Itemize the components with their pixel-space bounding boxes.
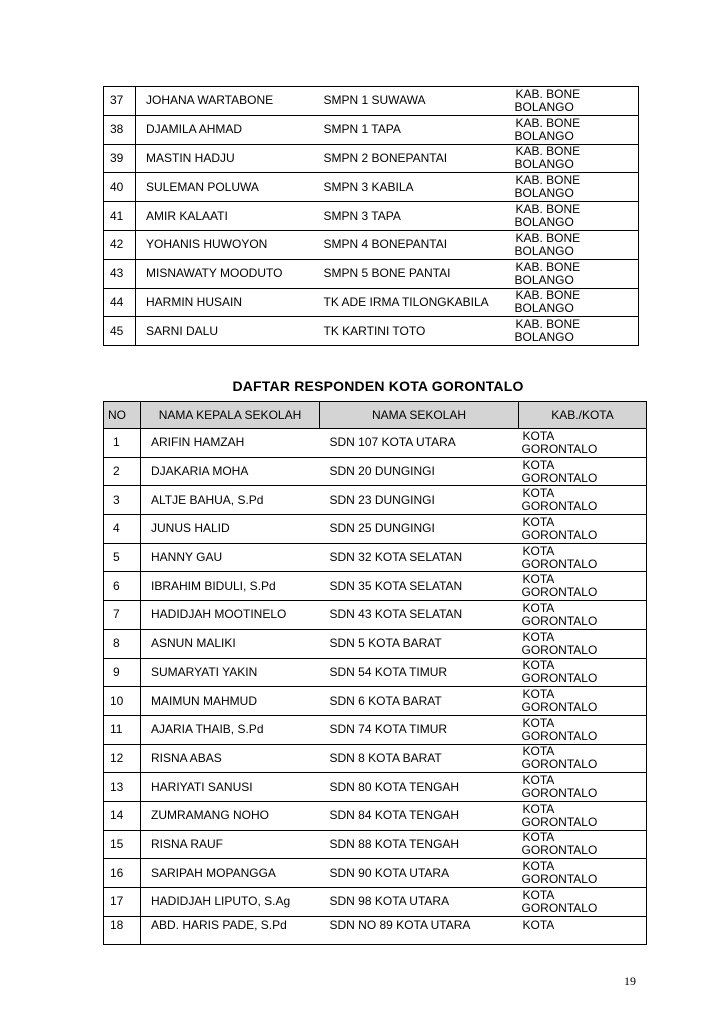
regency-city-line1: KOTA [522,715,555,730]
regency-city [519,543,647,572]
table-row [104,230,639,259]
row-number: 43 [104,259,136,288]
respondents-table-bone-bolango [103,86,639,346]
regency-city-line2: GORONTALO [521,814,598,829]
regency-city-line2: BOLANGO [514,128,574,143]
regency-city-line2: GORONTALO [521,499,598,514]
regency-city [512,202,639,231]
table-row [104,288,639,317]
regency-city [519,658,647,687]
table-row [104,543,647,572]
school-name: SDN 32 KOTA SELATAN [320,543,519,572]
table-row [104,859,647,888]
header-principal-name: NAMA KEPALA SEKOLAH [141,402,320,429]
row-number: 9 [104,658,141,687]
regency-city [519,859,647,888]
table-row [104,888,647,917]
regency-city [519,744,647,773]
principal-name: SARIPAH MOPANGGA [141,859,320,888]
regency-city-line2: GORONTALO [521,728,598,743]
row-number: 10 [104,687,141,716]
school-name: SDN 74 KOTA TIMUR [320,715,519,744]
regency-city-line1: KOTA [522,887,555,902]
row-number: 38 [104,115,136,144]
school-name: SDN 6 KOTA BARAT [320,687,519,716]
school-name: SMPN 1 TAPA [314,115,512,144]
table-row [104,629,647,658]
regency-city-line2: BOLANGO [514,157,574,172]
row-number: 11 [104,715,141,744]
regency-city [519,457,647,486]
regency-city [512,288,639,317]
table-row [104,429,647,458]
regency-city-line1: KOTA [522,572,555,587]
regency-city-line1: KOTA [522,687,555,702]
school-name: SDN 5 KOTA BARAT [320,629,519,658]
regency-city-line1: KOTA [522,514,555,529]
principal-name: IBRAHIM BIDULI, S.Pd [141,572,320,601]
table-row [104,173,639,202]
school-name: SDN NO 89 KOTA UTARA [320,916,519,945]
row-number: 1 [104,429,141,458]
regency-city-line2: GORONTALO [521,585,598,600]
header-no: NO [104,402,141,429]
table-row [104,144,639,173]
row-number: 14 [104,801,141,830]
table-row [104,457,647,486]
principal-name: SULEMAN POLUWA [136,173,314,202]
principal-name: ARIFIN HAMZAH [141,429,320,458]
row-number: 6 [104,572,141,601]
regency-city [519,687,647,716]
school-name: SDN 90 KOTA UTARA [320,859,519,888]
table2-body [104,429,647,945]
regency-city [512,87,639,116]
regency-city-line1: KOTA [522,744,555,759]
regency-city [519,601,647,630]
row-number: 39 [104,144,136,173]
regency-city-line1: KOTA [522,859,555,874]
principal-name: YOHANIS HUWOYON [136,230,314,259]
regency-city-line1: KOTA [522,773,555,788]
regency-city-line2: GORONTALO [521,613,598,628]
row-number: 13 [104,773,141,802]
row-number: 37 [104,87,136,116]
school-name: SDN 20 DUNGINGI [320,457,519,486]
regency-city-line1: KAB. BONE [515,202,581,217]
regency-city-line2: BOLANGO [514,330,574,345]
regency-city-line2: BOLANGO [514,272,574,287]
regency-city [519,888,647,917]
table-row [104,515,647,544]
table-row [104,486,647,515]
school-name: TK ADE IRMA TILONGKABILA [314,288,512,317]
school-name: SMPN 2 BONEPANTAI [314,144,512,173]
regency-city [512,317,639,346]
principal-name: AMIR KALAATI [136,202,314,231]
principal-name: HADIDJAH MOOTINELO [141,601,320,630]
principal-name: AJARIA THAIB, S.Pd [141,715,320,744]
regency-city [519,629,647,658]
regency-city-line1: KAB. BONE [515,230,581,245]
regency-city [519,773,647,802]
table-row [104,687,647,716]
regency-city [519,801,647,830]
table-row [104,202,639,231]
regency-city [519,486,647,515]
regency-city-line1: KOTA [522,543,555,558]
regency-city-line2: BOLANGO [514,243,574,258]
regency-city-line1: KOTA [522,486,555,501]
table-row [104,830,647,859]
row-number: 5 [104,543,141,572]
row-number: 17 [104,888,141,917]
regency-city-line1: KAB. BONE [515,144,581,159]
table-row [104,801,647,830]
regency-city-line2: GORONTALO [521,900,598,915]
school-name: SDN 84 KOTA TENGAH [320,801,519,830]
regency-city [519,429,647,458]
principal-name: ALTJE BAHUA, S.Pd [141,486,320,515]
regency-city-line2: BOLANGO [514,186,574,201]
table-row [104,916,647,945]
section-title: DAFTAR RESPONDEN KOTA GORONTALO [232,378,524,394]
table-row [104,773,647,802]
row-number: 44 [104,288,136,317]
regency-city [519,916,647,945]
school-name: SDN 88 KOTA TENGAH [320,830,519,859]
principal-name: SARNI DALU [136,317,314,346]
regency-city [519,572,647,601]
school-name: SDN 23 DUNGINGI [320,486,519,515]
page-number: 19 [624,974,636,988]
row-number: 18 [104,916,141,945]
header-school-name: NAMA SEKOLAH [320,402,519,429]
table-row [104,658,647,687]
school-name: SMPN 3 KABILA [314,173,512,202]
school-name: SDN 35 KOTA SELATAN [320,572,519,601]
regency-city-line1: KOTA [522,658,555,673]
table-row [104,715,647,744]
regency-city-line2: GORONTALO [521,671,598,686]
table-row [104,317,639,346]
principal-name: RISNA ABAS [141,744,320,773]
table-row [104,744,647,773]
regency-city-line1: KOTA [522,600,555,615]
table-row [104,87,639,116]
table-row [104,259,639,288]
regency-city [512,259,639,288]
row-number: 2 [104,457,141,486]
regency-city-line2: GORONTALO [521,527,598,542]
respondents-table-kota-gorontalo [103,401,647,945]
regency-city-line2: GORONTALO [521,700,598,715]
row-number: 41 [104,202,136,231]
school-name: SDN 25 DUNGINGI [320,515,519,544]
principal-name: MISNAWATY MOODUTO [136,259,314,288]
regency-city-line1: KOTA [522,830,555,845]
principal-name: ZUMRAMANG NOHO [141,801,320,830]
school-name: SMPN 4 BONEPANTAI [314,230,512,259]
regency-city-line1: KAB. BONE [515,288,581,303]
regency-city-line2: BOLANGO [514,301,574,316]
regency-city-line1: KOTA [522,457,555,472]
regency-city [512,230,639,259]
table-row [104,601,647,630]
principal-name: SUMARYATI YAKIN [141,658,320,687]
regency-city-line2: GORONTALO [521,786,598,801]
row-number: 15 [104,830,141,859]
principal-name: RISNA RAUF [141,830,320,859]
school-name: SDN 43 KOTA SELATAN [320,601,519,630]
regency-city-line2: GORONTALO [521,757,598,772]
regency-city [512,115,639,144]
regency-city-line2: BOLANGO [514,215,574,230]
regency-city [512,144,639,173]
school-name: SDN 80 KOTA TENGAH [320,773,519,802]
regency-city-line2: GORONTALO [521,470,598,485]
row-number: 40 [104,173,136,202]
school-name: SMPN 1 SUWAWA [314,87,512,116]
school-name: SDN 8 KOTA BARAT [320,744,519,773]
school-name: SDN 98 KOTA UTARA [320,888,519,917]
table-header-row [104,402,647,429]
regency-city [519,830,647,859]
principal-name: ASNUN MALIKI [141,629,320,658]
table-row [104,115,639,144]
principal-name: HANNY GAU [141,543,320,572]
regency-city-line2: BOLANGO [514,99,574,114]
principal-name: HADIDJAH LIPUTO, S.Ag [141,888,320,917]
row-number: 3 [104,486,141,515]
principal-name: DJAMILA AHMAD [136,115,314,144]
regency-city-line1: KOTA [522,801,555,816]
row-number: 8 [104,629,141,658]
table-row [104,572,647,601]
header-regency-city: KAB./KOTA [519,402,647,429]
school-name: TK KARTINI TOTO [314,317,512,346]
regency-city-line1: KAB. BONE [515,86,581,101]
row-number: 4 [104,515,141,544]
regency-city-line2: GORONTALO [521,441,598,456]
regency-city-line2: GORONTALO [521,642,598,657]
regency-city-line2: GORONTALO [521,843,598,858]
regency-city-line1: KAB. BONE [515,173,581,188]
table1-body [104,87,639,346]
regency-city [519,515,647,544]
row-number: 12 [104,744,141,773]
regency-city-line1: KOTA [522,917,555,932]
row-number: 7 [104,601,141,630]
regency-city-line1: KAB. BONE [515,115,581,130]
school-name: SMPN 5 BONE PANTAI [314,259,512,288]
regency-city [519,715,647,744]
principal-name: JUNUS HALID [141,515,320,544]
principal-name: JOHANA WARTABONE [136,87,314,116]
regency-city-line1: KOTA [522,629,555,644]
principal-name: HARIYATI SANUSI [141,773,320,802]
school-name: SMPN 3 TAPA [314,202,512,231]
principal-name: MASTIN HADJU [136,144,314,173]
regency-city-line2: GORONTALO [521,872,598,887]
regency-city [512,173,639,202]
row-number: 42 [104,230,136,259]
regency-city-line2: GORONTALO [521,556,598,571]
school-name: SDN 107 KOTA UTARA [320,429,519,458]
principal-name: DJAKARIA MOHA [141,457,320,486]
principal-name: ABD. HARIS PADE, S.Pd [141,916,320,945]
row-number: 16 [104,859,141,888]
regency-city-line1: KAB. BONE [515,317,581,332]
school-name: SDN 54 KOTA TIMUR [320,658,519,687]
regency-city-line1: KOTA [522,428,555,443]
row-number: 45 [104,317,136,346]
principal-name: HARMIN HUSAIN [136,288,314,317]
regency-city-line1: KAB. BONE [515,259,581,274]
principal-name: MAIMUN MAHMUD [141,687,320,716]
